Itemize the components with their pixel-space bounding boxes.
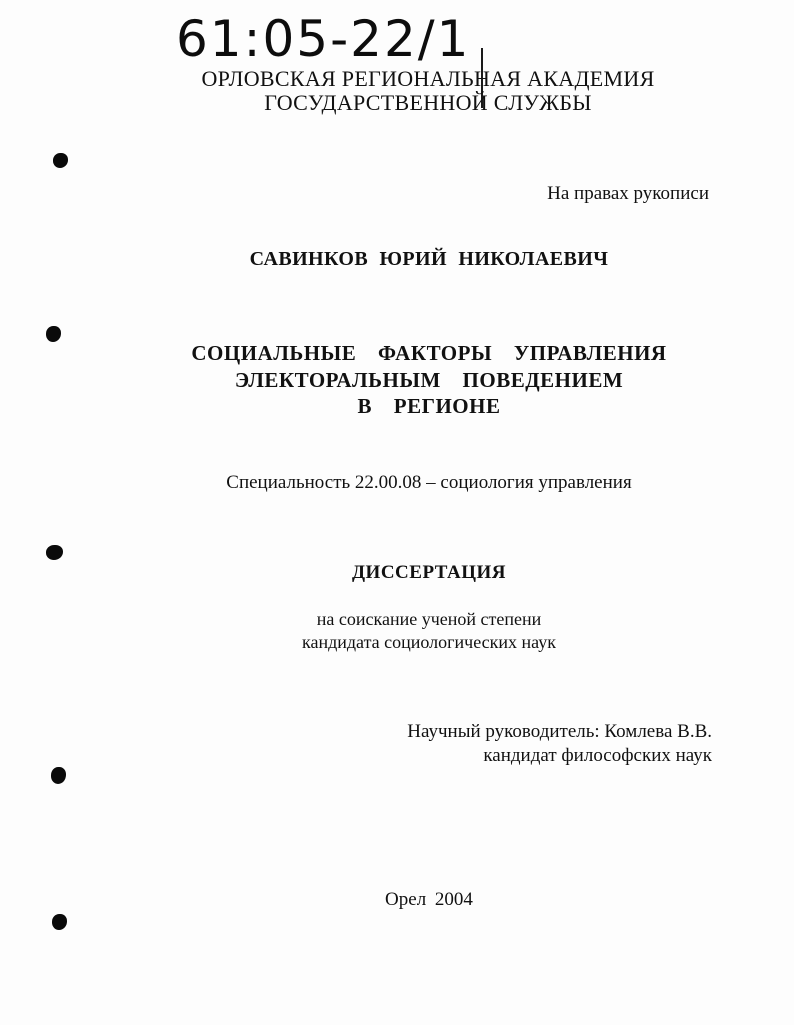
handwritten-code-text: 61:05-22/1 bbox=[176, 10, 471, 68]
title-line-1: СОЦИАЛЬНЫЕ ФАКТОРЫ УПРАВЛЕНИЯ bbox=[191, 341, 667, 365]
author-name: САВИНКОВ ЮРИЙ НИКОЛАЕВИЧ bbox=[249, 248, 609, 270]
supervisor-line-1: Научный руководитель: Комлева В.В. bbox=[407, 721, 712, 742]
punch-hole-mark bbox=[53, 153, 68, 168]
title-line-3: В РЕГИОНЕ bbox=[357, 394, 501, 418]
punch-hole-mark bbox=[46, 326, 61, 342]
supervisor-line-2: кандидат философских наук bbox=[483, 745, 712, 766]
organization-line-1: ОРЛОВСКАЯ РЕГИОНАЛЬНАЯ АКАДЕМИЯ bbox=[201, 66, 655, 91]
handwritten-archive-code bbox=[170, 2, 570, 74]
document-type: ДИССЕРТАЦИЯ bbox=[351, 562, 507, 583]
punch-hole-mark bbox=[52, 914, 67, 930]
specialty: Специальность 22.00.08 – социология управления bbox=[226, 472, 632, 493]
punch-hole-mark bbox=[46, 545, 63, 560]
city-year: Орел 2004 bbox=[385, 889, 473, 910]
degree-line-1: на соискание ученой степени bbox=[316, 609, 542, 629]
organization-line-2: ГОСУДАРСТВЕННОЙ СЛУЖБЫ bbox=[264, 90, 592, 115]
degree-line-2: кандидата социологических наук bbox=[302, 632, 556, 652]
rights-note: На правах рукописи bbox=[547, 183, 709, 204]
title-line-2: ЭЛЕКТОРАЛЬНЫМ ПОВЕДЕНИЕМ bbox=[234, 368, 624, 392]
punch-hole-mark bbox=[51, 767, 66, 784]
